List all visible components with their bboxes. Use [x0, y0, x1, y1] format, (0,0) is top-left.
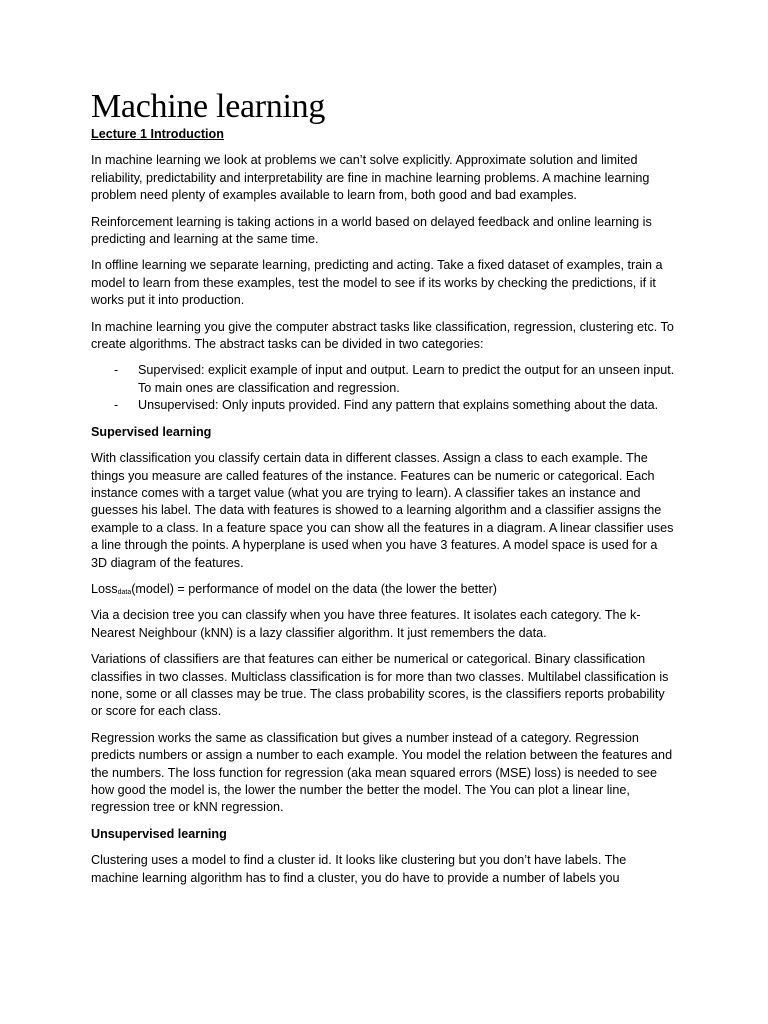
supervised-heading: Supervised learning	[91, 424, 212, 439]
loss-subscript: data	[117, 588, 132, 596]
list-item-text: Supervised: explicit example of input and output. Learn to predict the output for an unseen input. To main ones are classification and regression.	[138, 363, 675, 395]
classifier-variations-paragraph: Variations of classifiers are that features can either be numerical or categorical. Binary classification classifies in two classes. Multiclass classification is for more than two classes. Multilabel classification is none, some or all classes may be true. The class probability scores, is the classifiers reports probability or score for each class.	[91, 652, 669, 719]
list-dash: -	[114, 363, 119, 378]
intro-paragraph-1: In machine learning we look at problems we can’t solve explicitly. Approximate solution and limited reliability, predictability and interpretability are fine in machine learning problems. A machine learning problem need plenty of examples available to learn from, both good and bad examples.	[91, 153, 650, 203]
intro-paragraph-3: In offline learning we separate learning, predicting and acting. Take a fixed dataset of examples, train a model to learn from these examples, test the model to see if its works by checking the predictions, if it works put it into production.	[91, 258, 663, 308]
document-title: Machine learning	[91, 88, 326, 125]
loss-formula	[91, 581, 675, 598]
clustering-paragraph: Clustering uses a model to find a cluster id. It looks like clustering but you don’t have labels. The machine learning algorithm has to find a cluster, you do have to provide a number of labels you	[91, 853, 627, 885]
classification-paragraph: With classification you classify certain data in different classes. Assign a class to each example. The things you measure are called features of the instance. Features can be numeric or categorical. Each instance comes with a target value (what you are trying to learn). A classifier takes an instance and guesses his label. The data with features is showed to a learning algorithm and a classifier assigns the example to a class. In a feature space you can show all the features in a diagram. A linear classifier uses a line through the points. A hyperplane is used when you have 3 features. A model space is used for a 3D diagram of the features.	[91, 451, 674, 570]
list-item-text: Unsupervised: Only inputs provided. Find any pattern that explains something about the data.	[138, 398, 659, 413]
unsupervised-heading: Unsupervised learning	[91, 826, 227, 841]
list-item-unsupervised	[91, 397, 675, 414]
loss-prefix: Loss	[91, 581, 118, 596]
regression-paragraph: Regression works the same as classification but gives a number instead of a category. Regression predicts numbers or assign a number to each example. You model the relation between the features and the numbers. The loss function for regression (aka mean squared errors (MSE) loss) is needed to see how good the model is, the lower the number the better the model. The You can plot a linear line, regression tree or kNN regression.	[91, 730, 673, 815]
loss-definition: (model) = performance of model on the data (the lower the better)	[131, 581, 497, 596]
list-item-supervised	[91, 362, 675, 397]
document-page	[91, 88, 675, 896]
task-categories-list	[91, 362, 675, 414]
intro-paragraph-4: In machine learning you give the computer abstract tasks like classification, regression, clustering etc. To create algorithms. The abstract tasks can be divided in two categories:	[91, 319, 674, 352]
intro-paragraph-2: Reinforcement learning is taking actions in a world based on delayed feedback and online learning is predicting and learning at the same time.	[91, 214, 652, 247]
decision-tree-paragraph: Via a decision tree you can classify when you have three features. It isolates each category. The k-Nearest Neighbour (kNN) is a lazy classifier algorithm. It just remembers the data.	[91, 608, 641, 640]
lecture-subtitle: Lecture 1 Introduction	[91, 127, 224, 141]
list-dash: -	[114, 398, 119, 413]
